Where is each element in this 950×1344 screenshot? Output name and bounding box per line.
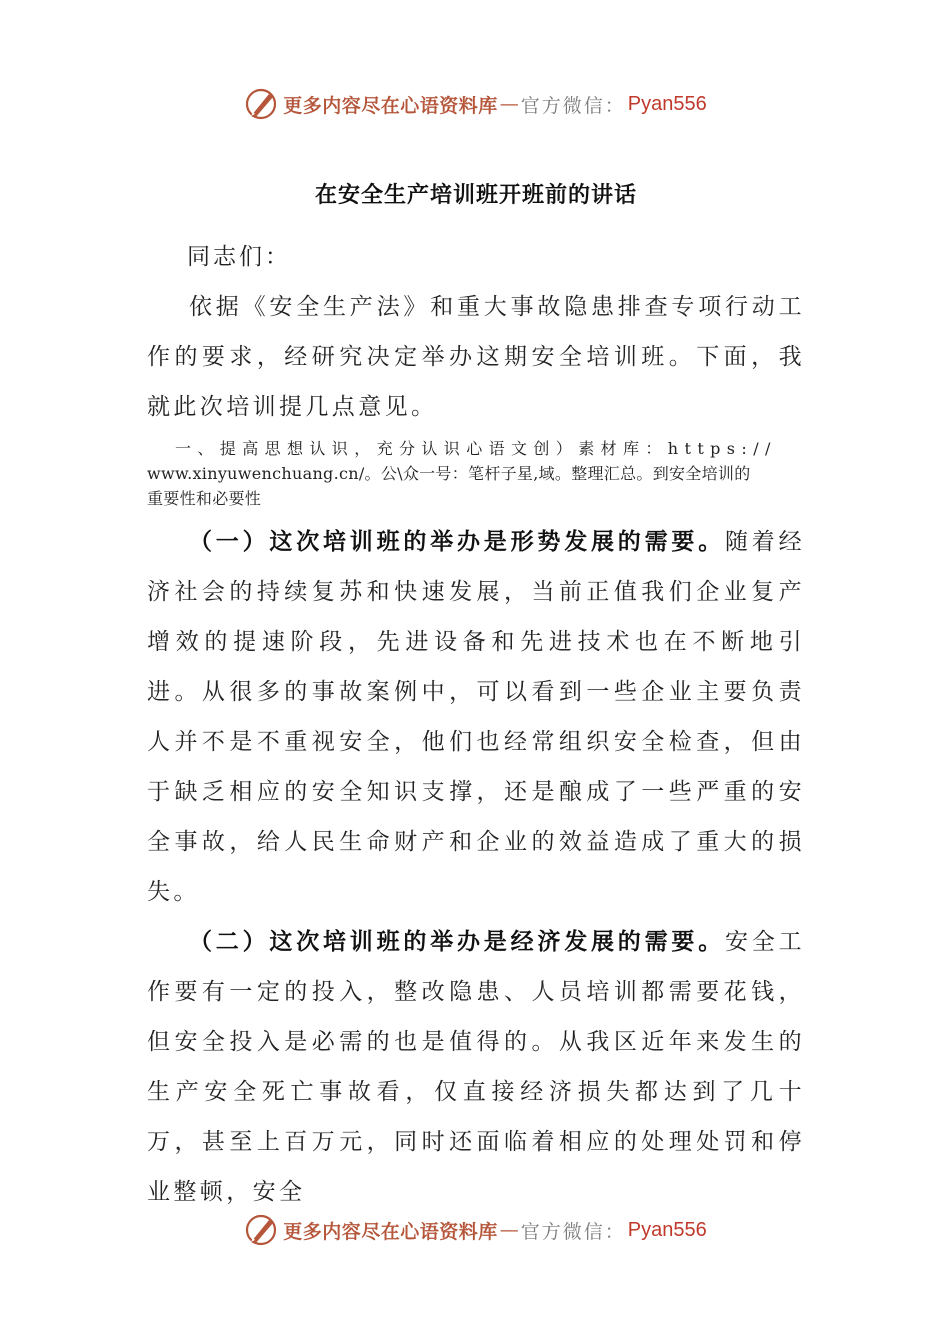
footer-banner [0, 1208, 950, 1252]
paragraph-1 [147, 517, 805, 917]
banner-wechat-id: Pyan556 [627, 1218, 707, 1241]
greeting: 同志们： [187, 244, 291, 270]
banner-brand: 更多内容尽在心语资料库 [283, 94, 498, 117]
document-title: 在安全生产培训班开班前的讲话 [314, 182, 637, 208]
paragraph-2-heading: （二）这次培训班的举办是经济发展的需要。 [189, 928, 725, 955]
document-body [147, 174, 805, 1217]
section-heading-1 [147, 436, 805, 511]
paragraph-2-body: 安全工作要有一定的投入，整改隐患、人员培训都需要花钱，但安全投入是必需的也是值得的。从我区近年来发生的生产安全死亡事故看，仅直接经济损失都达到了几十万，甚至上百万元，同时还面临着相应的处理处罚和停业整顿，安全 [147, 929, 805, 1205]
banner-brand: 更多内容尽在心语资料库 [283, 1220, 498, 1243]
banner-dash: — [499, 1219, 519, 1241]
section-heading-line-2: www.xinyuwenchuang.cn/。公\众一号：笔杆子星,域。整理汇总。到安全培训的 [147, 464, 751, 483]
banner-wechat-label: 官方微信： [520, 1220, 626, 1243]
header-banner [0, 82, 950, 126]
section-heading-line-3: 重要性和必要性 [147, 489, 262, 508]
paragraph-1-heading: （一）这次培训班的举办是形势发展的需要。 [189, 528, 725, 555]
paragraph-1-body: 随着经济社会的持续复苏和快速发展，当前正值我们企业复产增效的提速阶段，先进设备和先进技术也在不断地引进。从很多的事故案例中，可以看到一些企业主要负责人并不是不重视安全，他们也经常组织安全检查，但由于缺乏相应的安全知识支撑，还是酿成了一些严重的安全事故，给人民生命财产和企业的效益造成了重大的损失。 [147, 529, 805, 905]
pen-logo-icon [243, 1212, 279, 1248]
paragraph-2 [147, 917, 805, 1217]
banner-dash: — [499, 93, 519, 115]
banner-wechat-id: Pyan556 [627, 92, 707, 115]
intro-paragraph: 依据《安全生产法》和重大事故隐患排查专项行动工作的要求，经研究决定举办这期安全培训班。下面，我就此次培训提几点意见。 [147, 294, 805, 420]
pen-logo-icon [243, 86, 279, 122]
banner-wechat-label: 官方微信： [520, 94, 626, 117]
section-heading-line-1: 一、提高思想认识，充分认识心语文创）素材库：https:// [175, 439, 777, 458]
